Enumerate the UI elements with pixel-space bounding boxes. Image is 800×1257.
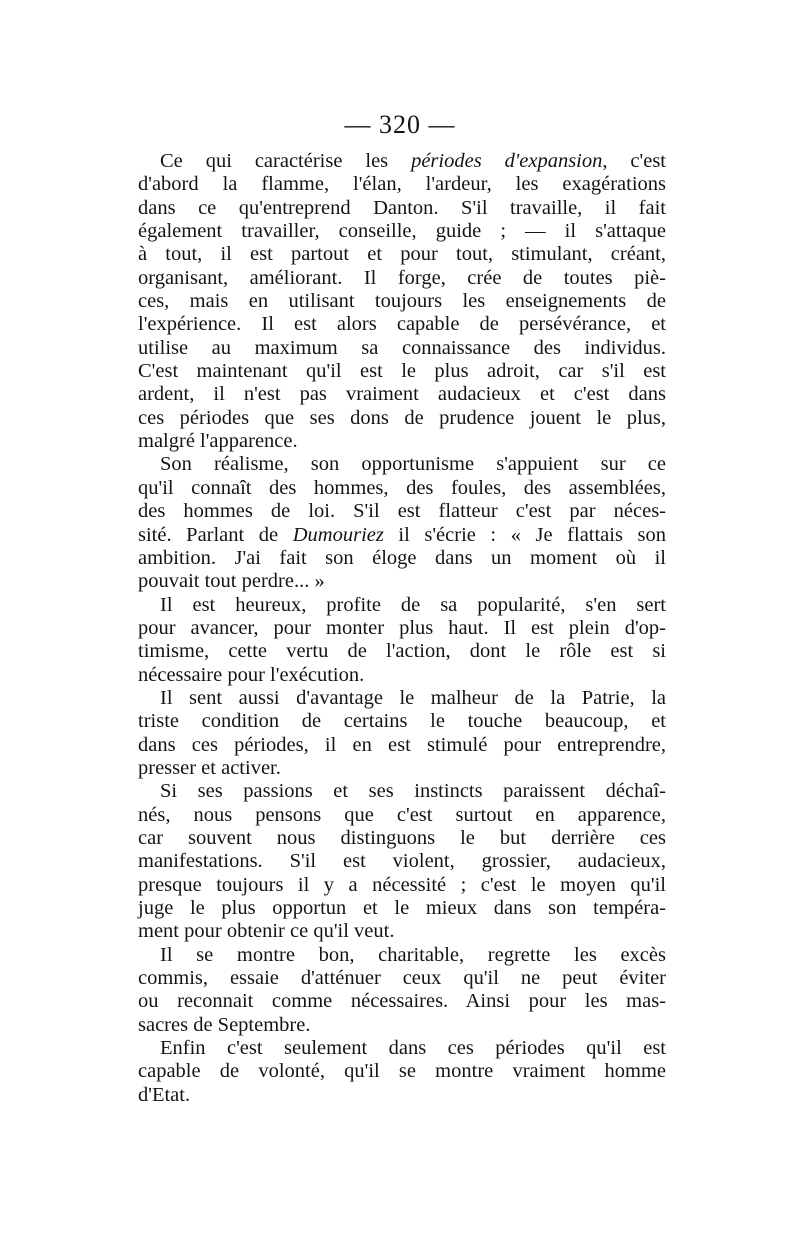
text-segment: pouvait tout perdre... »	[138, 570, 325, 593]
text-segment: nés, nous pensons que c'est surtout en apparence,	[138, 803, 666, 826]
italic-text: Dumouriez	[292, 523, 384, 546]
text-segment: pour avancer, pour monter plus haut. Il est plein d'op-	[138, 616, 666, 639]
text-line	[138, 173, 666, 196]
body-text	[138, 150, 666, 1107]
text-line	[138, 990, 666, 1013]
text-line	[138, 150, 666, 173]
text-line	[138, 617, 666, 640]
text-segment: d'abord la flamme, l'élan, l'ardeur, les exagérations	[138, 173, 666, 196]
text-segment: ambition. J'ai fait son éloge dans un moment où il	[138, 546, 666, 569]
text-segment: , c'est	[602, 150, 666, 172]
text-line	[138, 920, 666, 943]
text-segment: dans ces périodes, il en est stimulé pour entreprendre,	[138, 733, 666, 756]
text-line	[138, 734, 666, 757]
text-segment: utilise au maximum sa connaissance des individus.	[138, 336, 666, 359]
text-segment: Il sent aussi d'avantage le malheur de la Patrie, la	[160, 686, 666, 709]
text-segment: presque toujours il y a nécessité ; c'est le moyen qu'il	[138, 873, 666, 896]
paragraph	[138, 150, 666, 453]
text-line	[138, 944, 666, 967]
text-segment: Ce qui caractérise les	[160, 150, 412, 172]
text-segment: Il est heureux, profite de sa popularité, s'en sert	[160, 593, 666, 616]
text-segment: Son réalisme, son opportunisme s'appuient sur ce	[160, 453, 666, 476]
text-segment: dans ce qu'entreprend Danton. S'il travaille, il fait	[138, 196, 666, 219]
text-segment: Il se montre bon, charitable, regrette les excès	[160, 943, 666, 966]
text-line	[138, 1014, 666, 1037]
paragraph	[138, 594, 666, 687]
text-segment: il s'écrie : « Je flattais son	[383, 523, 667, 546]
text-line	[138, 897, 666, 920]
text-segment: qu'il connaît des hommes, des foules, des assemblées,	[138, 476, 666, 499]
text-line	[138, 1037, 666, 1060]
text-line	[138, 1060, 666, 1083]
text-segment: commis, essaie d'atténuer ceux qu'il ne peut éviter	[138, 967, 666, 990]
text-segment: capable de volonté, qu'il se montre vraiment homme	[138, 1060, 666, 1083]
paragraph	[138, 453, 666, 593]
text-segment: Si ses passions et ses instincts paraissent déchaî-	[160, 780, 666, 803]
text-line	[138, 383, 666, 406]
text-line	[138, 337, 666, 360]
text-line	[138, 710, 666, 733]
text-line	[138, 477, 666, 500]
text-segment: également travailler, conseille, guide ; — il s'attaque	[138, 220, 666, 243]
page-number: — 320 —	[344, 110, 456, 139]
text-line	[138, 453, 666, 476]
paragraph	[138, 687, 666, 780]
text-line	[138, 664, 666, 687]
paragraph	[138, 780, 666, 943]
text-line	[138, 197, 666, 220]
text-line	[138, 220, 666, 243]
text-line	[138, 827, 666, 850]
text-line	[138, 850, 666, 873]
text-segment: organisant, améliorant. Il forge, crée de toutes piè-	[138, 266, 666, 289]
text-line	[138, 407, 666, 430]
paragraph	[138, 1037, 666, 1107]
text-line	[138, 524, 666, 547]
text-segment: d'Etat.	[138, 1083, 191, 1106]
text-segment: ment pour obtenir ce qu'il veut.	[138, 920, 395, 943]
text-line	[138, 267, 666, 290]
paragraph	[138, 944, 666, 1037]
text-segment: nécessaire pour l'exécution.	[138, 663, 365, 686]
text-line	[138, 500, 666, 523]
text-line	[138, 290, 666, 313]
text-line	[138, 640, 666, 663]
text-segment: ardent, il n'est pas vraiment audacieux et c'est dans	[138, 383, 666, 406]
text-line	[138, 780, 666, 803]
text-segment: presser et activer.	[138, 756, 281, 779]
text-segment: C'est maintenant qu'il est le plus adroit, car s'il est	[138, 360, 666, 383]
text-line	[138, 1084, 666, 1107]
text-line	[138, 804, 666, 827]
text-line	[138, 757, 666, 780]
text-line	[138, 430, 666, 453]
text-line	[138, 874, 666, 897]
text-line	[138, 243, 666, 266]
text-segment: timisme, cette vertu de l'action, dont le rôle est si	[138, 640, 666, 663]
text-segment: juge le plus opportun et le mieux dans son tempéra-	[138, 897, 666, 919]
text-segment: ou reconnait comme nécessaires. Ainsi pour les mas-	[138, 990, 666, 1013]
text-line	[138, 594, 666, 617]
text-line	[138, 313, 666, 336]
text-segment: des hommes de loi. S'il est flatteur c'est par néces-	[138, 500, 666, 523]
text-segment: Enfin c'est seulement dans ces périodes qu'il est	[160, 1037, 666, 1060]
text-segment: car souvent nous distinguons le but derrière ces	[138, 826, 666, 849]
italic-text: périodes d'expansion	[411, 150, 603, 172]
text-segment: l'expérience. Il est alors capable de persévérance, et	[138, 313, 666, 336]
text-segment: sité. Parlant de	[138, 523, 293, 546]
text-segment: triste condition de certains le touche beaucoup, et	[138, 710, 666, 733]
text-line	[138, 570, 666, 593]
text-segment: ces périodes que ses dons de prudence jouent le plus,	[138, 406, 666, 429]
text-segment: à tout, il est partout et pour tout, stimulant, créant,	[138, 243, 666, 266]
text-line	[138, 967, 666, 990]
text-segment: malgré l'apparence.	[138, 430, 298, 453]
text-segment: ces, mais en utilisant toujours les enseignements de	[138, 290, 666, 313]
text-segment: sacres de Septembre.	[138, 1013, 311, 1036]
text-line	[138, 360, 666, 383]
text-line	[138, 687, 666, 710]
text-line	[138, 547, 666, 570]
text-segment: manifestations. S'il est violent, grossier, audacieux,	[138, 850, 666, 873]
